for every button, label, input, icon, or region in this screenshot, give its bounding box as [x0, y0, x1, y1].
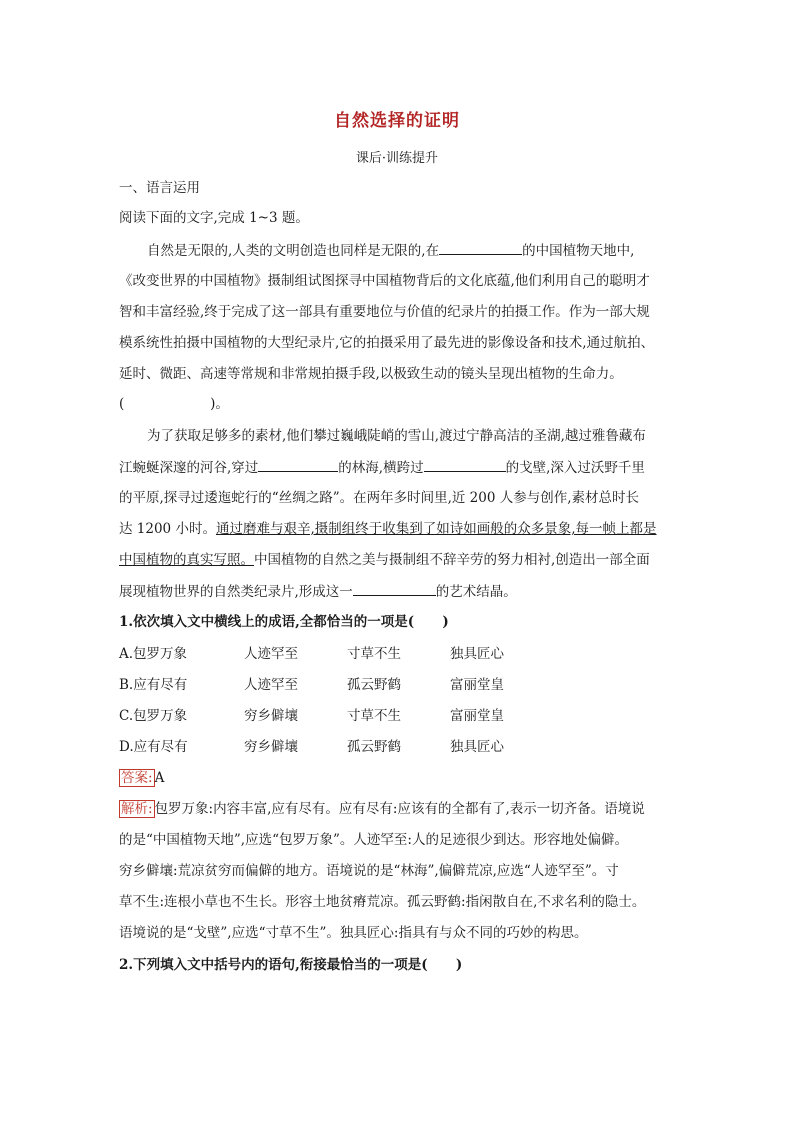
para2-text: 江蜿蜒深邃的河谷,穿过 — [119, 460, 259, 476]
analysis-line-1 — [119, 799, 689, 819]
answer-value: A — [154, 770, 165, 786]
fill-blank-3 — [424, 457, 506, 472]
analysis-line-3: 穷乡僻壤:荒凉贫穷而偏僻的地方。语境说的是“林海”,偏僻荒凉,应选“人迹罕至”。寸 — [119, 863, 619, 879]
underlined-sentence: 中国植物的真实写照。 — [119, 552, 254, 568]
para2-line5 — [119, 550, 689, 570]
para2-text: 的林海,横跨过 — [338, 460, 424, 476]
para1-line2: 《改变世界的中国植物》摄制组试图探寻中国植物背后的文化底蕴,他们利用自己的聪明才 — [119, 273, 650, 289]
option-d-1: D.应有尽有 — [119, 739, 188, 755]
para1-line5: 延时、微距、高速等常规和非常规拍摄手段,以极致生动的镜头呈现出植物的生命力。 — [119, 366, 623, 382]
option-a-3: 寸草不生 — [347, 646, 401, 662]
para2-line6 — [119, 581, 689, 602]
option-b-2: 人迹罕至 — [244, 677, 298, 693]
para2-line3: 的平原,探寻过逶迤蛇行的“丝绸之路”。在两年多时间里,近 200 人参与创作,素材总时长 — [119, 490, 640, 506]
answer-tag: 答案: — [121, 770, 153, 786]
para1-text: 自然是无限的,人类的文明创造也同样是无限的,在 — [147, 243, 440, 259]
question-1-stem: 1.依次填入文中横线上的成语,全都恰当的一项是( ) — [119, 614, 449, 630]
fill-blank-4 — [353, 581, 436, 596]
option-d-4: 独具匠心 — [450, 739, 504, 755]
analysis-line-2: 的是“中国植物天地”,应选“包罗万象”。人迹罕至:人的足迹很少到达。形容地处偏僻。 — [119, 832, 628, 848]
instruction-text: 阅读下面的文字,完成 1~3 题。 — [119, 210, 309, 226]
para2-text: 中国植物的自然之美与摄制组不辞辛劳的努力相衬,创造出一部全面 — [254, 552, 650, 568]
para1-line3: 智和丰富经验,终于完成了这一部具有重要地位与价值的纪录片的拍摄工作。作为一部大规 — [119, 304, 650, 320]
option-a-2: 人迹罕至 — [244, 646, 298, 662]
option-b-4: 富丽堂皇 — [450, 677, 504, 693]
analysis-tag: 解析: — [121, 801, 153, 817]
para2-line1: 为了获取足够多的素材,他们攀过巍峨陡峭的雪山,渡过宁静高洁的圣湖,越过雅鲁藏布 — [147, 428, 646, 444]
underlined-sentence: 通过磨难与艰辛,摄制组终于收集到了如诗如画般的众多景象,每一帧上都是 — [215, 521, 657, 537]
para1-line1 — [119, 240, 717, 261]
para1-text: 的中国植物天地中, — [522, 243, 635, 259]
document-subtitle: 课后·训练提升 — [355, 151, 439, 166]
section-heading: 一、语言运用 — [119, 180, 200, 196]
fill-blank-1 — [439, 240, 522, 255]
para2-text: 展现植物世界的自然类纪录片,形成这一 — [119, 584, 353, 600]
option-b-3: 孤云野鹤 — [347, 677, 401, 693]
option-a-1: A.包罗万象 — [119, 646, 188, 662]
para1-line4: 模系统性拍摄中国植物的大型纪录片,它的拍摄采用了最先进的影像设备和技术,通过航拍、 — [119, 335, 655, 351]
answer-line — [119, 768, 689, 788]
analysis-text: 包罗万象:内容丰富,应有尽有。应有尽有:应该有的全都有了,表示一切齐备。语境说 — [154, 801, 645, 817]
analysis-line-4: 草不生:连根小草也不生长。形容土地贫瘠荒凉。孤云野鹤:指闲散自在,不求名利的隐士。 — [119, 894, 646, 910]
question-2-stem: 2.下列填入文中括号内的语句,衔接最恰当的一项是( ) — [119, 957, 463, 973]
option-d-3: 孤云野鹤 — [347, 739, 401, 755]
bracket-blank: ( )。 — [119, 396, 229, 412]
fill-blank-2 — [258, 457, 338, 472]
para2-line2 — [119, 457, 689, 478]
analysis-line-5: 语境说的是“戈壁”,应选“寸草不生”。独具匠心:指具有与众不同的巧妙的构思。 — [119, 925, 588, 941]
option-a-4: 独具匠心 — [450, 646, 504, 662]
option-c-4: 富丽堂皇 — [450, 708, 504, 724]
para2-text: 的艺术结晶。 — [435, 584, 517, 600]
para2-text: 达 1200 小时。 — [119, 521, 216, 537]
option-c-3: 寸草不生 — [347, 708, 401, 724]
option-b-1: B.应有尽有 — [119, 677, 188, 693]
option-c-2: 穷乡僻壤 — [244, 708, 298, 724]
document-title: 自然选择的证明 — [334, 111, 460, 131]
para2-text: 的戈壁,深入过沃野千里 — [505, 460, 645, 476]
option-d-2: 穷乡僻壤 — [244, 739, 298, 755]
para2-line4 — [119, 519, 689, 539]
option-c-1: C.包罗万象 — [119, 708, 188, 724]
